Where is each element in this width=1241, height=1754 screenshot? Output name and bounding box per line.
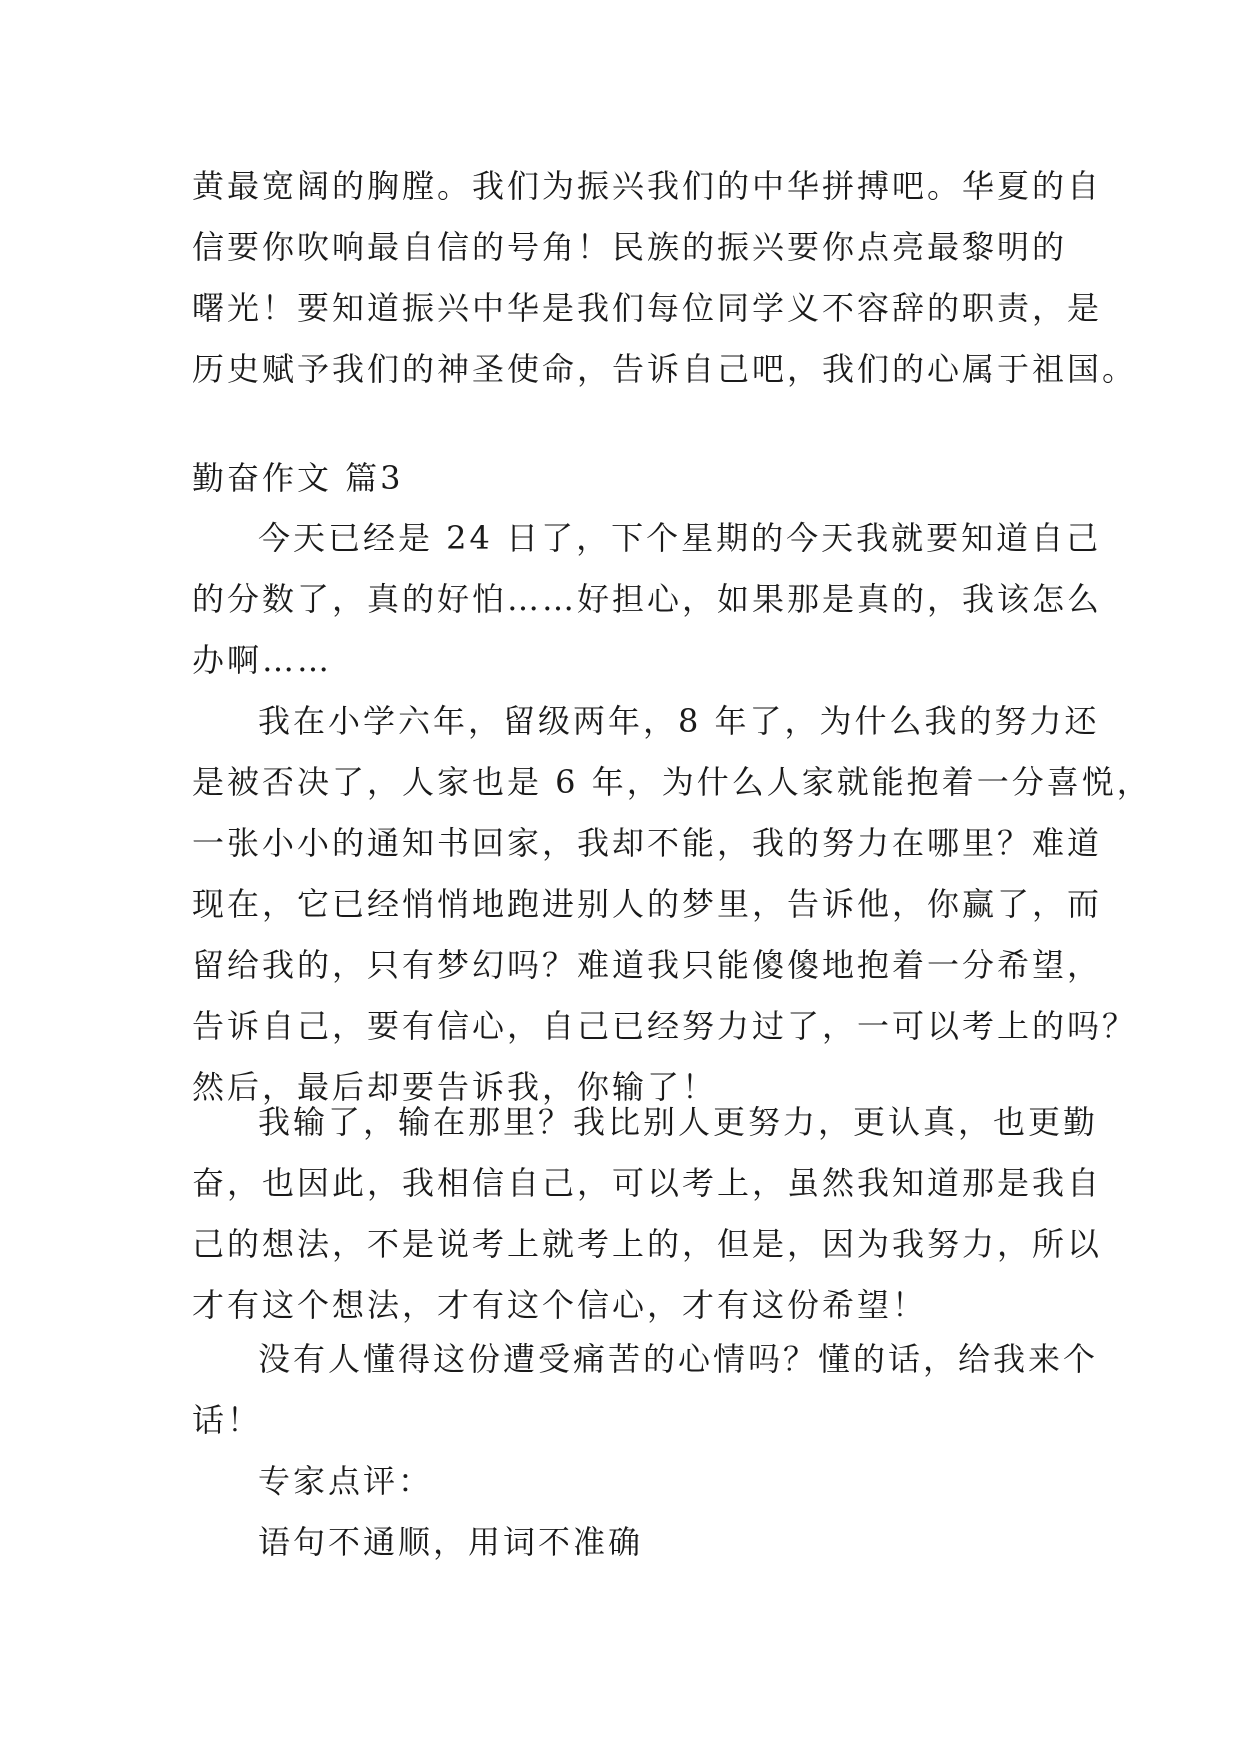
paragraph-continuation — [192, 156, 1138, 400]
text-line: 奋，也因此，我相信自己，可以考上，虽然我知道那是我自 — [192, 1164, 1103, 1202]
section-heading-text: 勤奋作文 篇3 — [192, 459, 404, 497]
text-line: 然后，最后却要告诉我，你输了！ — [192, 1068, 718, 1106]
text-line: 才有这个想法，才有这个信心，才有这份希望！ — [192, 1286, 928, 1324]
text-line: 留给我的，只有梦幻吗？难道我只能傻傻地抱着一分希望， — [192, 946, 1103, 984]
text-line: 我输了，输在那里？我比别人更努力，更认真，也更勤 — [258, 1103, 1099, 1141]
text-line: 的分数了，真的好怕……好担心，如果那是真的，我该怎么 — [192, 580, 1103, 618]
text-line: 己的想法，不是说考上就考上的，但是，因为我努力，所以 — [192, 1225, 1103, 1263]
text-line: 一张小小的通知书回家，我却不能，我的努力在哪里？难道 — [192, 824, 1103, 862]
text-line: 告诉自己，要有信心，自己已经努力过了，一可以考上的吗？ — [192, 1007, 1138, 1045]
expert-review-text — [192, 1512, 1052, 1573]
text-line: 话！ — [192, 1401, 263, 1439]
text-line: 办啊…… — [192, 641, 333, 679]
text-line: 是被否决了，人家也是 6 年，为什么人家就能抱着一分喜悦， — [192, 763, 1152, 801]
paragraph-lost — [192, 1092, 1103, 1336]
paragraph-date — [192, 508, 1103, 691]
text-line: 历史赋予我们的神圣使命，告诉自己吧，我们的心属于祖国。 — [192, 350, 1138, 388]
review-comment-text: 语句不通顺，用词不准确 — [258, 1523, 644, 1561]
text-line: 今天已经是 24 日了，下个星期的今天我就要知道自己 — [258, 519, 1102, 557]
section-heading — [192, 448, 1052, 509]
expert-review-label — [192, 1451, 1052, 1512]
paragraph-plea — [192, 1329, 1099, 1451]
text-line: 没有人懂得这份遭受痛苦的心情吗？懂的话，给我来个 — [258, 1340, 1099, 1378]
review-label-text: 专家点评： — [258, 1462, 434, 1500]
text-line: 曙光！要知道振兴中华是我们每位同学义不容辞的职责，是 — [192, 289, 1103, 327]
paragraph-effort — [192, 691, 1152, 1118]
text-line: 现在，它已经悄悄地跑进别人的梦里，告诉他，你赢了，而 — [192, 885, 1103, 923]
text-line: 信要你吹响最自信的号角！民族的振兴要你点亮最黎明的 — [192, 228, 1068, 266]
text-line: 黄最宽阔的胸膛。我们为振兴我们的中华拼搏吧。华夏的自 — [192, 167, 1103, 205]
text-line: 我在小学六年，留级两年，8 年了，为什么我的努力还 — [258, 702, 1100, 740]
